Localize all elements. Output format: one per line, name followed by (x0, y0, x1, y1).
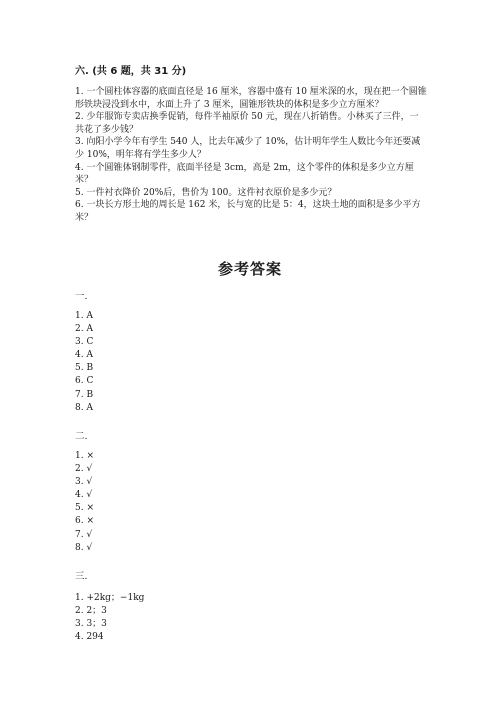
list-item: 5. × (75, 503, 94, 514)
answer-part-2-label: 二. (75, 431, 88, 442)
answer-key-title: 参考答案 (217, 260, 282, 278)
answer-part-2-list (75, 450, 94, 555)
list-item: 8. A (75, 402, 93, 413)
answer-part-1-label: 一. (75, 291, 88, 302)
problem-2: 2. 少年服饰专卖店换季促销，每件半袖原价 50 元，现在八折销售。小林买了三件，一共花了多少钱？ (75, 112, 419, 135)
problem-5: 5. 一件衬衣降价 20%后，售价为 100。这件衬衣原价是多少元？ (75, 187, 337, 198)
list-item: 8. √ (75, 542, 93, 553)
list-item: 6. C (75, 376, 94, 387)
problem-6: 6. 一块长方形土地的周长是 162 米，长与宽的比是 5：4，这块土地的面积是多少平方米？ (75, 200, 421, 223)
list-item: 7. √ (75, 529, 93, 540)
list-item: 6. × (75, 516, 94, 527)
problem-4: 4. 一个圆锥体钢制零件，底面半径是 3cm，高是 2m，这个零件的体积是多少立方厘米？ (75, 162, 414, 186)
list-item: 4. 294 (75, 632, 104, 643)
list-item: 2. √ (75, 464, 93, 475)
list-item: 2. A (75, 324, 93, 335)
list-item: 5. B (75, 363, 94, 374)
list-item: 7. B (75, 389, 94, 400)
answer-part-3-label: 三. (75, 571, 88, 582)
problem-list (75, 86, 427, 225)
list-item: 4. A (75, 350, 93, 361)
problem-3: 3. 向阳小学今年有学生 540 人，比去年减少了 10%，估计明年学生人数比今年还要减少 10%，明年将有学生多少人？ (75, 137, 421, 160)
problem-1: 1. 一个圆柱体容器的底面直径是 16 厘米，容器中盛有 10 厘米深的水，现在把一个圆锥形铁块浸没到水中，水面上升了 3 厘米，圆锥形铁块的体积是多少立方厘米？ (75, 87, 427, 110)
list-item: 1. A (75, 311, 93, 321)
list-item: 1. +2kg；−1kg (75, 593, 145, 603)
list-item: 2. 2；3 (75, 606, 107, 617)
section-six-heading: 六. (共 6 题，共 31 分) (75, 66, 187, 77)
list-item: 3. √ (75, 477, 93, 488)
answer-part-1-list (75, 310, 93, 415)
list-item: 1. × (75, 451, 94, 461)
list-item: 3. C (75, 337, 94, 348)
list-item: 3. 3；3 (75, 619, 107, 630)
list-item: 4. √ (75, 490, 93, 501)
answer-part-3-list (75, 592, 144, 644)
